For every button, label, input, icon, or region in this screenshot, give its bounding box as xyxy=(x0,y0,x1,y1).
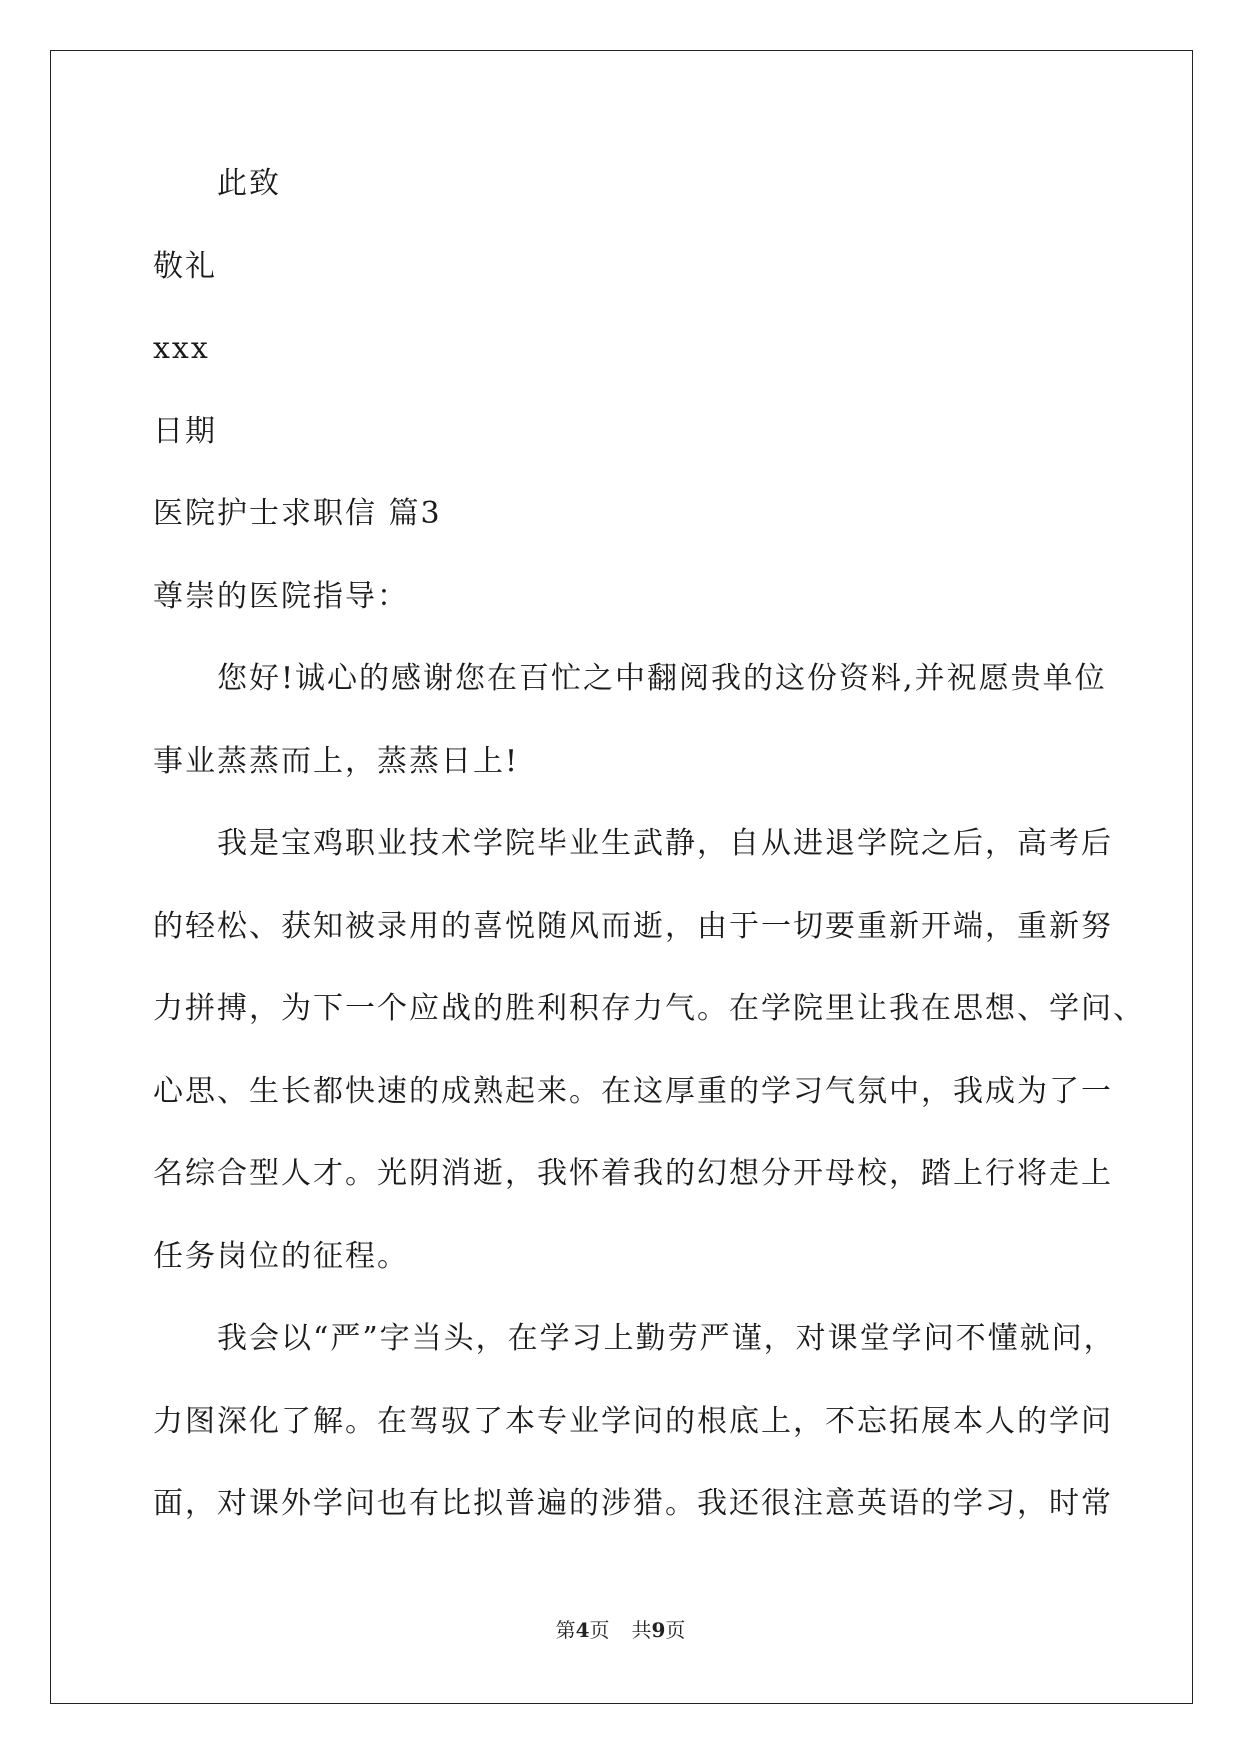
greeting-line: 尊崇的医院指导： xyxy=(153,578,409,614)
footer-page-prefix: 第 xyxy=(555,1618,576,1642)
body-line: 力图深化了解。在驾驭了本专业学问的根底上，不忘拓展本人的学问 xyxy=(153,1403,1113,1439)
page-footer xyxy=(0,1617,1241,1643)
footer-total-pages: 9 xyxy=(651,1618,666,1642)
body-line: 力拼搏，为下一个应战的胜利积存力气。在学院里让我在思想、学问、 xyxy=(153,991,1145,1026)
document-body xyxy=(153,158,1145,1561)
footer-total-prefix: 共 xyxy=(631,1618,652,1642)
body-line: 任务岗位的征程。 xyxy=(153,1238,409,1274)
body-line: 事业蒸蒸而上，蒸蒸日上! xyxy=(153,743,520,779)
date-line: 日期 xyxy=(153,413,217,449)
section-title: 医院护士求职信 篇3 xyxy=(153,496,442,531)
body-line: 名综合型人才。光阴消逝，我怀着我的幻想分开母校，踏上行将走上 xyxy=(153,1156,1113,1191)
body-line: 我是宝鸡职业技术学院毕业生武静，自从进退学院之后，高考后 xyxy=(217,826,1113,861)
signature-line: xxx xyxy=(153,331,210,366)
footer-total-suffix: 页 xyxy=(665,1618,686,1642)
body-line: 面，对课外学问也有比拟普遍的涉猎。我还很注意英语的学习，时常 xyxy=(153,1486,1113,1521)
body-line: 心思、生长都快速的成熟起来。在这厚重的学习气氛中，我成为了一 xyxy=(153,1073,1113,1109)
footer-page-number: 4 xyxy=(575,1618,590,1642)
body-line: 我会以“严”字当头，在学习上勤劳严谨，对课堂学问不懂就问， xyxy=(217,1321,1116,1356)
closing-line: 此致 xyxy=(217,166,281,201)
salutation-line: 敬礼 xyxy=(153,248,217,284)
body-line: 的轻松、获知被录用的喜悦随风而逝，由于一切要重新开端，重新努 xyxy=(153,908,1113,944)
body-line: 您好!诚心的感谢您在百忙之中翻阅我的这份资料,并祝愿贵单位 xyxy=(217,661,1107,696)
footer-page-suffix: 页 xyxy=(589,1618,610,1642)
